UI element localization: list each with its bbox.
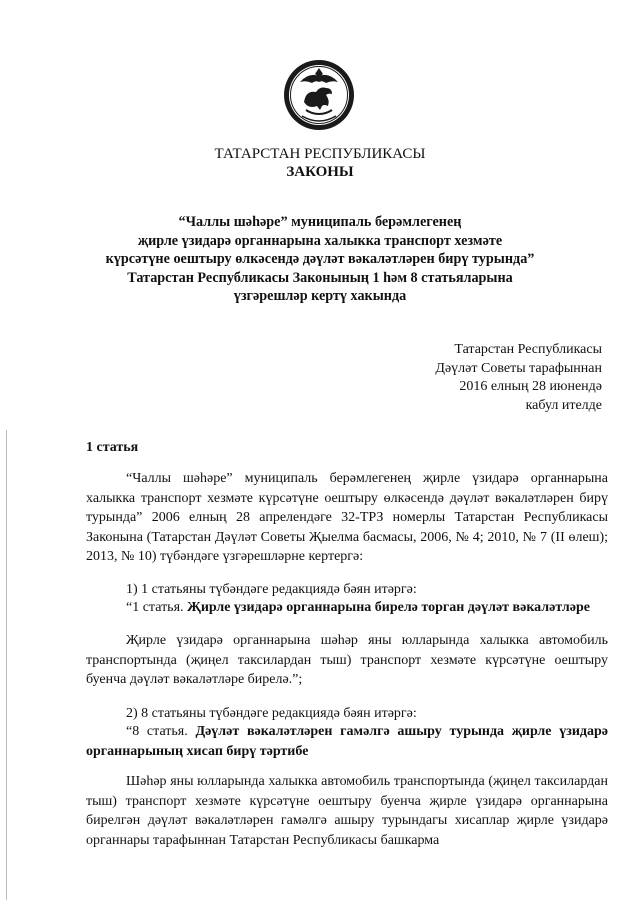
article-heading: 1 статья: [86, 440, 139, 455]
adoption-line: Татарстан Республикасы: [454, 342, 602, 357]
adoption-line: 2016 елның 28 июнендә: [459, 379, 602, 394]
amendment-item-2-quote: [86, 722, 608, 761]
adoption-note: [435, 341, 602, 415]
law-title: [40, 213, 600, 306]
amendment-item-1-quote: [86, 598, 608, 618]
law-title-line: үзгәрешләр кертү хакында: [233, 288, 407, 304]
amendment-item-1: 1) 1 статьяны түбәндәге редакциядә бәян итәргә:: [126, 582, 417, 597]
amendment-item-1-text: Җирле үзидарә органнарына шәһәр яны юлларында халыкка автомобиль транспортында (җиңел таксилардан тыш) транспорт хезмәте күрсәтүне оештыру буенча дәүләт вәкаләтләре бирелә.”;: [86, 633, 608, 687]
document-type: ЗАКОНЫ: [286, 164, 354, 180]
amendment-item-2: 2) 8 статьяны түбәндәге редакциядә бәян итәргә:: [126, 706, 417, 721]
amendment-item-2-text: Шәһәр яны юлларында халыкка автомобиль транспортында (җиңел таксилардан тыш) транспорт хезмәте күрсәтүне оештыру буенча җирле үзидарә органнарына бирелгән дәүләт вәкаләтләрен гамәлгә ашыру турындагы хисаплар җирле үзидарә органнары тарафыннан Татарстан Республикасы башкарма: [86, 774, 608, 848]
quote-prefix: “8 статья.: [126, 724, 196, 739]
quote-prefix: “1 статья.: [126, 600, 188, 615]
tatarstan-emblem-icon: [282, 58, 356, 132]
quote-article-title: Дәүләт вәкаләтләрен гамәлгә ашыру турында җирле үзидарә органнарының хисап бирү тәртибе: [86, 724, 608, 759]
republic-name: ТАТАРСТАН РЕСПУБЛИКАСЫ: [214, 146, 426, 162]
article-intro-paragraph: “Чаллы шәһәре” муниципаль берәмлегенең җирле үзидарә органнарына халыкка транспорт хезмәте күрсәтүне оештыру өлкәсендә дәүләт вәкаләтләрен бирү турында” 2006 елның 28 апрелендәге 32-ТРЗ номерлы Татарстан Республикасы Законына (Татарстан Дәүләт Советы Җыелма басмасы, 2006, № 4; 2010, № 7 (II өлеш); 2013, № 10) түбәндәге үзгәрешләрне кертергә:: [86, 471, 608, 564]
law-title-line: күрсәтүне оештыру өлкәсендә дәүләт вәкаләтләрен бирү турында”: [105, 251, 535, 267]
scan-edge-mark: [6, 430, 7, 900]
adoption-line: Дәүләт Советы тарафыннан: [435, 360, 602, 376]
quote-article-title: Җирле үзидарә органнарына бирелә торган дәүләт вәкаләтләре: [187, 600, 590, 615]
law-title-line: Татарстан Республикасы Законының 1 һәм 8 статьяларына: [127, 269, 513, 286]
law-title-line: “Чаллы шәһәре” муниципаль берәмлегенең: [178, 214, 462, 230]
adoption-line: кабул ителде: [525, 397, 602, 413]
law-title-line: җирле үзидарә органнарына халыкка транспорт хезмәте: [137, 232, 503, 249]
